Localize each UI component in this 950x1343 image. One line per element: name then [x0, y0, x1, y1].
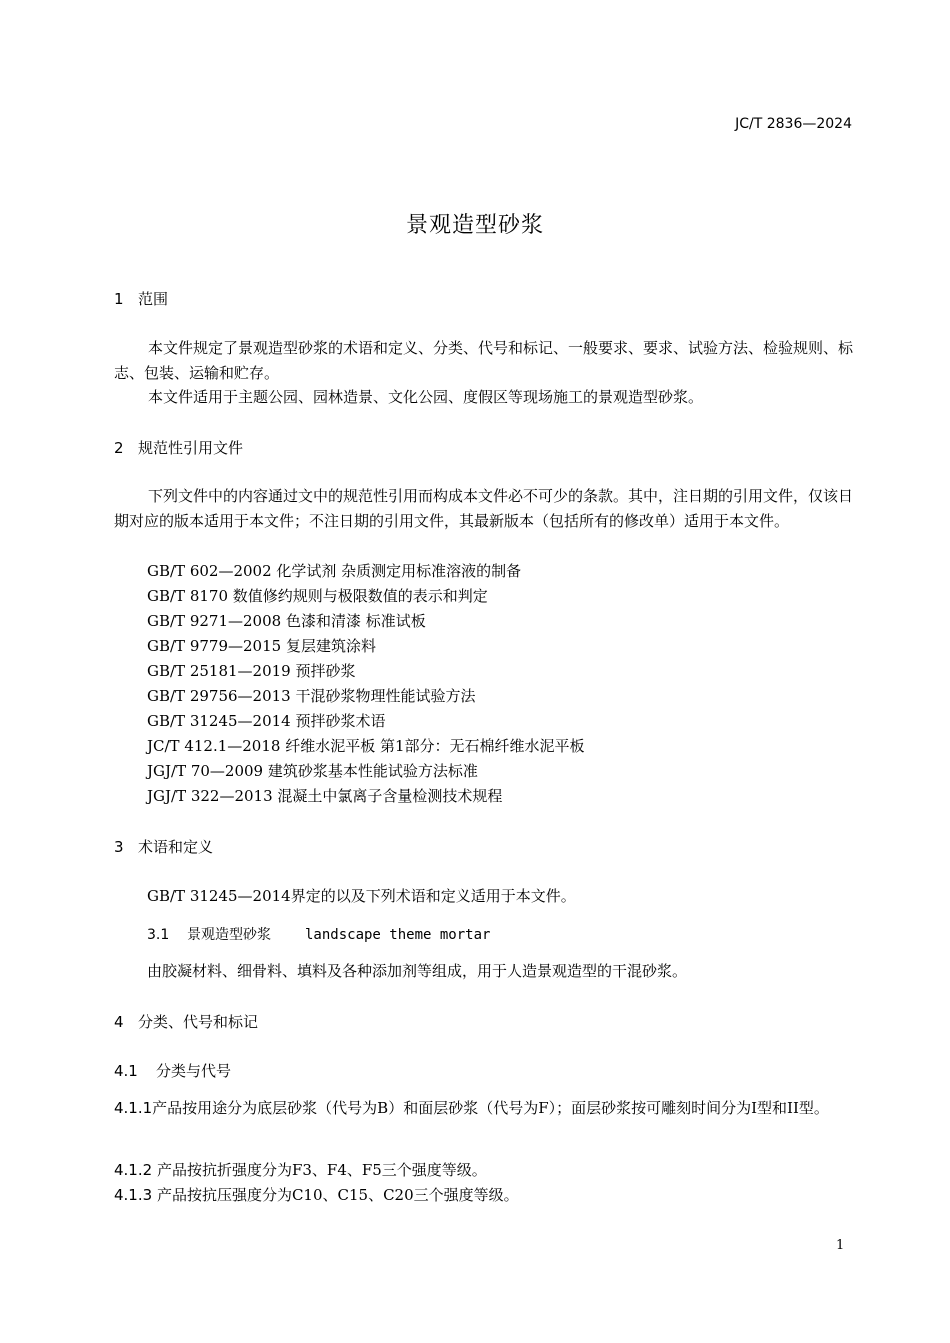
section-2-heading [114, 437, 243, 458]
term-number: 3.1 [147, 927, 170, 943]
section-title: 分类、代号和标记 [138, 1013, 259, 1031]
section-number: 1 [114, 290, 124, 308]
section-number: 3 [114, 838, 124, 856]
reference-item: JGJ/T 322—2013 混凝土中氯离子含量检测技术规程 [147, 787, 503, 805]
term-chinese: 景观造型砂浆 [187, 927, 271, 943]
reference-item: JGJ/T 70—2009 建筑砂浆基本性能试验方法标准 [147, 762, 478, 780]
section-title: 术语和定义 [138, 838, 214, 856]
clause-number: 4.1.2 [114, 1161, 153, 1179]
section-1-heading [114, 288, 168, 309]
reference-item: GB/T 602—2002 化学试剂 杂质测定用标准溶液的制备 [147, 562, 522, 580]
clause-number: 4.1.1 [114, 1099, 153, 1117]
clause-4-1-2 [114, 1158, 487, 1183]
reference-item: GB/T 25181—2019 预拌砂浆 [147, 662, 356, 680]
document-number: JC/T 2836—2024 [735, 116, 852, 132]
clause-number: 4.1.3 [114, 1186, 153, 1204]
section-title: 规范性引用文件 [138, 439, 244, 457]
term-english: landscape theme mortar [305, 927, 491, 943]
section-number: 4 [114, 1013, 124, 1031]
page-number: 1 [836, 1238, 845, 1253]
clause-text: 产品按用途分为底层砂浆（代号为B）和面层砂浆（代号为F）；面层砂浆按可雕刻时间分为I型和II型。 [152, 1099, 829, 1117]
reference-item: GB/T 9779—2015 复层建筑涂料 [147, 637, 376, 655]
reference-item: GB/T 9271—2008 色漆和清漆 标准试板 [147, 612, 426, 630]
clause-text: 产品按抗折强度分为F3、F4、F5三个强度等级。 [156, 1161, 487, 1179]
reference-item: GB/T 29756—2013 干混砂浆物理性能试验方法 [147, 687, 476, 705]
reference-item: GB/T 31245—2014 预拌砂浆术语 [147, 712, 386, 730]
section-3-heading [114, 836, 213, 857]
section-3-paragraph: GB/T 31245—2014界定的以及下列术语和定义适用于本文件。 [147, 887, 576, 905]
clause-text: 产品按抗压强度分为C10、C15、C20三个强度等级。 [156, 1186, 519, 1204]
reference-item: JC/T 412.1—2018 纤维水泥平板 第1部分：无石棉纤维水泥平板 [147, 737, 585, 755]
section-title: 范围 [138, 290, 169, 308]
section-2-paragraph: 下列文件中的内容通过文中的规范性引用而构成本文件必不可少的条款。其中，注日期的引用文件，仅该日期对应的版本适用于本文件；不注日期的引用文件，其最新版本（包括所有的修改单）适用于本文件。 [114, 487, 854, 530]
term-definition: 由胶凝材料、细骨料、填料及各种添加剂等组成，用于人造景观造型的干混砂浆。 [147, 962, 688, 980]
term-entry [147, 924, 490, 944]
subsection-4-1-heading [114, 1060, 231, 1081]
section-number: 2 [114, 439, 124, 457]
clause-4-1-1 [114, 1096, 860, 1121]
section-4-heading [114, 1011, 258, 1032]
page-title: 景观造型砂浆 [405, 213, 544, 238]
reference-item: GB/T 8170 数值修约规则与极限数值的表示和判定 [147, 587, 488, 605]
clause-4-1-3 [114, 1183, 519, 1208]
subsection-title: 分类与代号 [156, 1062, 232, 1080]
subsection-number: 4.1 [114, 1062, 138, 1080]
section-1-paragraph-2: 本文件适用于主题公园、园林造景、文化公园、度假区等现场施工的景观造型砂浆。 [148, 388, 704, 406]
section-1-paragraph-1: 本文件规定了景观造型砂浆的术语和定义、分类、代号和标记、一般要求、要求、试验方法、检验规则、标志、包装、运输和贮存。 [114, 339, 854, 382]
